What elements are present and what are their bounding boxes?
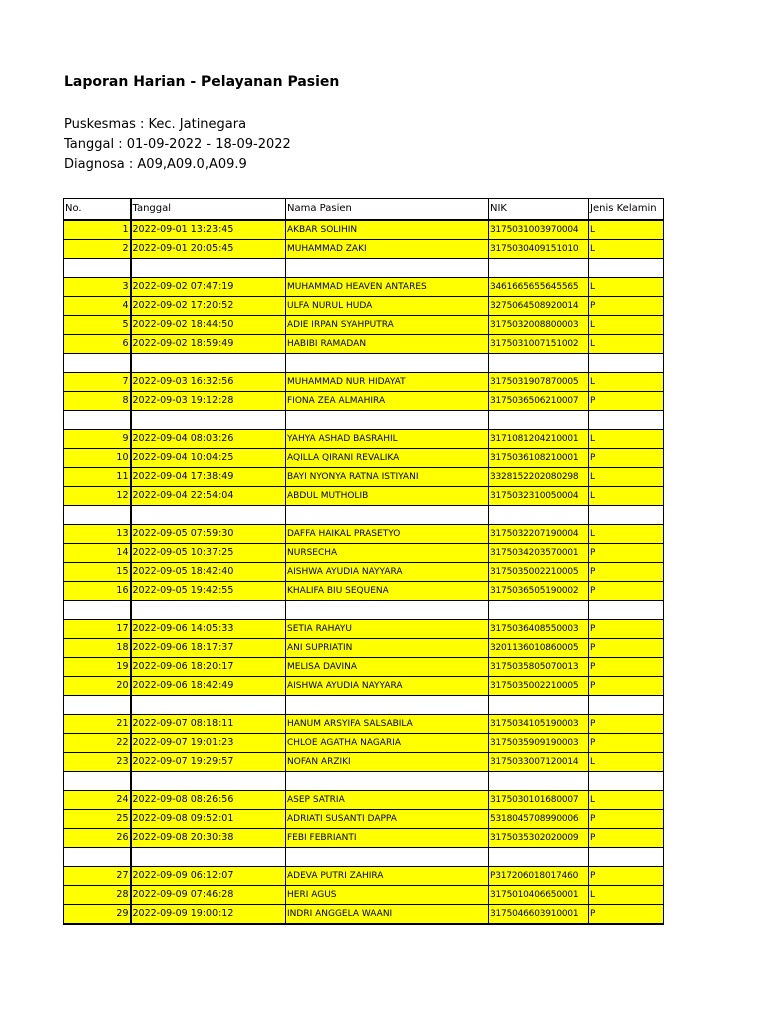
cell-jenis-kelamin: L <box>589 430 664 449</box>
blank-cell <box>286 506 489 525</box>
info-tanggal: Tanggal : 01-09-2022 - 18-09-2022 <box>64 137 291 152</box>
table-row <box>64 791 664 810</box>
cell-nama-pasien: INDRI ANGGELA WAANI <box>286 905 489 925</box>
header-nik: NIK <box>489 199 589 221</box>
table-row <box>64 620 664 639</box>
blank-cell <box>489 506 589 525</box>
cell-nama-pasien: ADIE IRPAN SYAHPUTRA <box>286 316 489 335</box>
cell-tanggal: 2022-09-01 13:23:45 <box>131 220 286 240</box>
cell-jenis-kelamin: P <box>589 829 664 848</box>
cell-no: 13 <box>64 525 131 544</box>
table-row <box>64 335 664 354</box>
cell-nik: 3175035002210005 <box>489 563 589 582</box>
cell-jenis-kelamin: L <box>589 487 664 506</box>
cell-no: 12 <box>64 487 131 506</box>
cell-nama-pasien: KHALIFA BIU SEQUENA <box>286 582 489 601</box>
blank-cell <box>286 259 489 278</box>
cell-jenis-kelamin: P <box>589 867 664 886</box>
blank-cell <box>131 259 286 278</box>
cell-nik: 5318045708990006 <box>489 810 589 829</box>
cell-jenis-kelamin: L <box>589 278 664 297</box>
cell-nama-pasien: YAHYA ASHAD BASRAHIL <box>286 430 489 449</box>
cell-jenis-kelamin: P <box>589 449 664 468</box>
table-row <box>64 753 664 772</box>
blank-cell <box>489 354 589 373</box>
cell-nama-pasien: MELISA DAVINA <box>286 658 489 677</box>
cell-tanggal: 2022-09-04 08:03:26 <box>131 430 286 449</box>
blank-separator-row <box>64 601 664 620</box>
cell-nik: 3171081204210001 <box>489 430 589 449</box>
cell-jenis-kelamin: P <box>589 297 664 316</box>
cell-no: 14 <box>64 544 131 563</box>
cell-no: 1 <box>64 220 131 240</box>
table-row <box>64 829 664 848</box>
blank-cell <box>286 411 489 430</box>
cell-tanggal: 2022-09-02 17:20:52 <box>131 297 286 316</box>
cell-nama-pasien: FIONA ZEA ALMAHIRA <box>286 392 489 411</box>
cell-nama-pasien: ULFA NURUL HUDA <box>286 297 489 316</box>
blank-cell <box>286 772 489 791</box>
cell-nik: 3175036505190002 <box>489 582 589 601</box>
blank-cell <box>489 696 589 715</box>
cell-tanggal: 2022-09-05 07:59:30 <box>131 525 286 544</box>
cell-nama-pasien: ABDUL MUTHOLIB <box>286 487 489 506</box>
blank-cell <box>64 506 131 525</box>
table-row <box>64 867 664 886</box>
cell-nama-pasien: HANUM ARSYIFA SALSABILA <box>286 715 489 734</box>
cell-tanggal: 2022-09-02 18:44:50 <box>131 316 286 335</box>
cell-no: 8 <box>64 392 131 411</box>
cell-nama-pasien: HABIBI RAMADAN <box>286 335 489 354</box>
cell-jenis-kelamin: L <box>589 886 664 905</box>
blank-cell <box>589 772 664 791</box>
cell-no: 10 <box>64 449 131 468</box>
cell-jenis-kelamin: L <box>589 240 664 259</box>
blank-cell <box>64 259 131 278</box>
table-header <box>64 199 664 221</box>
cell-nik: 3175032008800003 <box>489 316 589 335</box>
cell-jenis-kelamin: P <box>589 563 664 582</box>
cell-no: 25 <box>64 810 131 829</box>
cell-jenis-kelamin: P <box>589 905 664 925</box>
blank-cell <box>589 848 664 867</box>
cell-tanggal: 2022-09-02 18:59:49 <box>131 335 286 354</box>
table-row <box>64 297 664 316</box>
cell-nik: 3175032310050004 <box>489 487 589 506</box>
cell-jenis-kelamin: P <box>589 810 664 829</box>
blank-cell <box>131 506 286 525</box>
cell-no: 19 <box>64 658 131 677</box>
cell-nama-pasien: FEBI FEBRIANTI <box>286 829 489 848</box>
cell-tanggal: 2022-09-05 10:37:25 <box>131 544 286 563</box>
blank-cell <box>64 354 131 373</box>
table-row <box>64 563 664 582</box>
table-row <box>64 658 664 677</box>
cell-nik: 3175046603910001 <box>489 905 589 925</box>
blank-cell <box>64 696 131 715</box>
blank-cell <box>589 696 664 715</box>
cell-nik: 3175033007120014 <box>489 753 589 772</box>
table-row <box>64 392 664 411</box>
blank-cell <box>64 601 131 620</box>
table-row <box>64 715 664 734</box>
blank-cell <box>64 848 131 867</box>
cell-no: 28 <box>64 886 131 905</box>
cell-nik: 3175036408550003 <box>489 620 589 639</box>
cell-no: 9 <box>64 430 131 449</box>
cell-tanggal: 2022-09-08 20:30:38 <box>131 829 286 848</box>
cell-tanggal: 2022-09-02 07:47:19 <box>131 278 286 297</box>
blank-cell <box>489 848 589 867</box>
cell-nama-pasien: AISHWA AYUDIA NAYYARA <box>286 677 489 696</box>
blank-cell <box>131 411 286 430</box>
blank-separator-row <box>64 506 664 525</box>
cell-nama-pasien: BAYI NYONYA RATNA ISTIYANI <box>286 468 489 487</box>
cell-no: 18 <box>64 639 131 658</box>
cell-jenis-kelamin: P <box>589 639 664 658</box>
cell-tanggal: 2022-09-07 19:29:57 <box>131 753 286 772</box>
header-row <box>64 199 664 221</box>
cell-nik: 3175036506210007 <box>489 392 589 411</box>
blank-cell <box>489 772 589 791</box>
cell-no: 3 <box>64 278 131 297</box>
blank-cell <box>131 601 286 620</box>
table-row <box>64 734 664 753</box>
cell-nik: 3175035002210005 <box>489 677 589 696</box>
info-puskesmas: Puskesmas : Kec. Jatinegara <box>64 117 247 132</box>
cell-nama-pasien: NURSECHA <box>286 544 489 563</box>
cell-tanggal: 2022-09-05 19:42:55 <box>131 582 286 601</box>
table-row <box>64 373 664 392</box>
table-row <box>64 886 664 905</box>
table-row <box>64 468 664 487</box>
blank-cell <box>286 696 489 715</box>
blank-separator-row <box>64 772 664 791</box>
cell-tanggal: 2022-09-09 06:12:07 <box>131 867 286 886</box>
cell-no: 24 <box>64 791 131 810</box>
cell-tanggal: 2022-09-06 18:20:17 <box>131 658 286 677</box>
cell-nama-pasien: AISHWA AYUDIA NAYYARA <box>286 563 489 582</box>
cell-no: 16 <box>64 582 131 601</box>
cell-tanggal: 2022-09-04 22:54:04 <box>131 487 286 506</box>
cell-no: 11 <box>64 468 131 487</box>
blank-separator-row <box>64 411 664 430</box>
cell-nik: 3461665655645565 <box>489 278 589 297</box>
header-tanggal: Tanggal <box>131 199 286 221</box>
table-body <box>64 220 664 924</box>
blank-cell <box>589 259 664 278</box>
cell-no: 21 <box>64 715 131 734</box>
cell-nik: P317206018017460 <box>489 867 589 886</box>
cell-nik: 3175030101680007 <box>489 791 589 810</box>
cell-tanggal: 2022-09-03 16:32:56 <box>131 373 286 392</box>
blank-cell <box>589 354 664 373</box>
cell-nama-pasien: HERI AGUS <box>286 886 489 905</box>
blank-cell <box>489 411 589 430</box>
table-row <box>64 639 664 658</box>
cell-nama-pasien: ANI SUPRIATIN <box>286 639 489 658</box>
cell-nama-pasien: AQILLA QIRANI REVALIKA <box>286 449 489 468</box>
cell-tanggal: 2022-09-06 18:17:37 <box>131 639 286 658</box>
cell-nama-pasien: MUHAMMAD HEAVEN ANTARES <box>286 278 489 297</box>
cell-jenis-kelamin: P <box>589 392 664 411</box>
cell-nik: 3175035805070013 <box>489 658 589 677</box>
cell-nama-pasien: ADEVA PUTRI ZAHIRA <box>286 867 489 886</box>
cell-jenis-kelamin: P <box>589 544 664 563</box>
cell-nik: 3175035909190003 <box>489 734 589 753</box>
table-row <box>64 544 664 563</box>
cell-nik: 3175031907870005 <box>489 373 589 392</box>
blank-cell <box>131 354 286 373</box>
cell-nik: 3175030409151010 <box>489 240 589 259</box>
cell-no: 22 <box>64 734 131 753</box>
header-jenis-kelamin: Jenis Kelamin <box>589 199 664 221</box>
cell-no: 4 <box>64 297 131 316</box>
header-no: No. <box>64 199 131 221</box>
table-row <box>64 810 664 829</box>
table-row <box>64 677 664 696</box>
cell-nik: 3175032207190004 <box>489 525 589 544</box>
cell-nama-pasien: MUHAMMAD NUR HIDAYAT <box>286 373 489 392</box>
cell-no: 17 <box>64 620 131 639</box>
blank-cell <box>131 696 286 715</box>
table-row <box>64 582 664 601</box>
cell-nik: 3328152202080298 <box>489 468 589 487</box>
table-row <box>64 430 664 449</box>
cell-jenis-kelamin: P <box>589 620 664 639</box>
blank-cell <box>286 601 489 620</box>
report-title: Laporan Harian - Pelayanan Pasien <box>64 74 340 90</box>
blank-cell <box>489 601 589 620</box>
blank-cell <box>589 411 664 430</box>
cell-tanggal: 2022-09-08 08:26:56 <box>131 791 286 810</box>
cell-tanggal: 2022-09-09 19:00:12 <box>131 905 286 925</box>
cell-jenis-kelamin: L <box>589 753 664 772</box>
cell-jenis-kelamin: P <box>589 677 664 696</box>
cell-jenis-kelamin: L <box>589 316 664 335</box>
table-row <box>64 278 664 297</box>
cell-nik: 3175035302020009 <box>489 829 589 848</box>
blank-separator-row <box>64 354 664 373</box>
cell-nik: 3275064508920014 <box>489 297 589 316</box>
cell-no: 29 <box>64 905 131 925</box>
cell-nama-pasien: ASEP SATRIA <box>286 791 489 810</box>
table-row <box>64 220 664 240</box>
cell-nama-pasien: DAFFA HAIKAL PRASETYO <box>286 525 489 544</box>
cell-tanggal: 2022-09-08 09:52:01 <box>131 810 286 829</box>
blank-cell <box>131 848 286 867</box>
blank-cell <box>64 411 131 430</box>
cell-nik: 3175036108210001 <box>489 449 589 468</box>
cell-nik: 3175034105190003 <box>489 715 589 734</box>
cell-nik: 3175031007151002 <box>489 335 589 354</box>
blank-cell <box>286 354 489 373</box>
info-diagnosa: Diagnosa : A09,A09.0,A09.9 <box>64 157 247 172</box>
table-row <box>64 240 664 259</box>
blank-cell <box>489 259 589 278</box>
cell-tanggal: 2022-09-09 07:46:28 <box>131 886 286 905</box>
cell-jenis-kelamin: L <box>589 791 664 810</box>
blank-separator-row <box>64 259 664 278</box>
cell-jenis-kelamin: P <box>589 734 664 753</box>
cell-no: 20 <box>64 677 131 696</box>
cell-nama-pasien: MUHAMMAD ZAKI <box>286 240 489 259</box>
cell-jenis-kelamin: L <box>589 220 664 240</box>
blank-cell <box>64 772 131 791</box>
cell-tanggal: 2022-09-04 17:38:49 <box>131 468 286 487</box>
cell-tanggal: 2022-09-04 10:04:25 <box>131 449 286 468</box>
cell-tanggal: 2022-09-07 08:18:11 <box>131 715 286 734</box>
cell-jenis-kelamin: L <box>589 468 664 487</box>
blank-cell <box>589 601 664 620</box>
blank-separator-row <box>64 848 664 867</box>
cell-nik: 3175010406650001 <box>489 886 589 905</box>
cell-nik: 3175034203570001 <box>489 544 589 563</box>
blank-cell <box>131 772 286 791</box>
cell-no: 15 <box>64 563 131 582</box>
blank-cell <box>286 848 489 867</box>
cell-nama-pasien: SETIA RAHAYU <box>286 620 489 639</box>
cell-nama-pasien: NOFAN ARZIKI <box>286 753 489 772</box>
cell-nama-pasien: AKBAR SOLIHIN <box>286 220 489 240</box>
cell-tanggal: 2022-09-06 18:42:49 <box>131 677 286 696</box>
cell-no: 27 <box>64 867 131 886</box>
cell-jenis-kelamin: P <box>589 658 664 677</box>
cell-nama-pasien: CHLOE AGATHA NAGARIA <box>286 734 489 753</box>
table-row <box>64 449 664 468</box>
cell-nik: 3201136010860005 <box>489 639 589 658</box>
cell-no: 2 <box>64 240 131 259</box>
cell-no: 7 <box>64 373 131 392</box>
cell-jenis-kelamin: L <box>589 525 664 544</box>
header-nama-pasien: Nama Pasien <box>286 199 489 221</box>
cell-tanggal: 2022-09-07 19:01:23 <box>131 734 286 753</box>
cell-tanggal: 2022-09-03 19:12:28 <box>131 392 286 411</box>
table-row <box>64 316 664 335</box>
cell-tanggal: 2022-09-06 14:05:33 <box>131 620 286 639</box>
cell-jenis-kelamin: L <box>589 373 664 392</box>
blank-cell <box>589 506 664 525</box>
cell-jenis-kelamin: P <box>589 715 664 734</box>
table-row <box>64 487 664 506</box>
cell-no: 26 <box>64 829 131 848</box>
patient-table <box>63 198 664 925</box>
blank-separator-row <box>64 696 664 715</box>
cell-nama-pasien: ADRIATI SUSANTI DAPPA <box>286 810 489 829</box>
cell-jenis-kelamin: P <box>589 582 664 601</box>
table-row <box>64 525 664 544</box>
table-row <box>64 905 664 925</box>
cell-tanggal: 2022-09-05 18:42:40 <box>131 563 286 582</box>
cell-no: 5 <box>64 316 131 335</box>
cell-jenis-kelamin: L <box>589 335 664 354</box>
cell-tanggal: 2022-09-01 20:05:45 <box>131 240 286 259</box>
cell-nik: 3175031003970004 <box>489 220 589 240</box>
cell-no: 6 <box>64 335 131 354</box>
cell-no: 23 <box>64 753 131 772</box>
